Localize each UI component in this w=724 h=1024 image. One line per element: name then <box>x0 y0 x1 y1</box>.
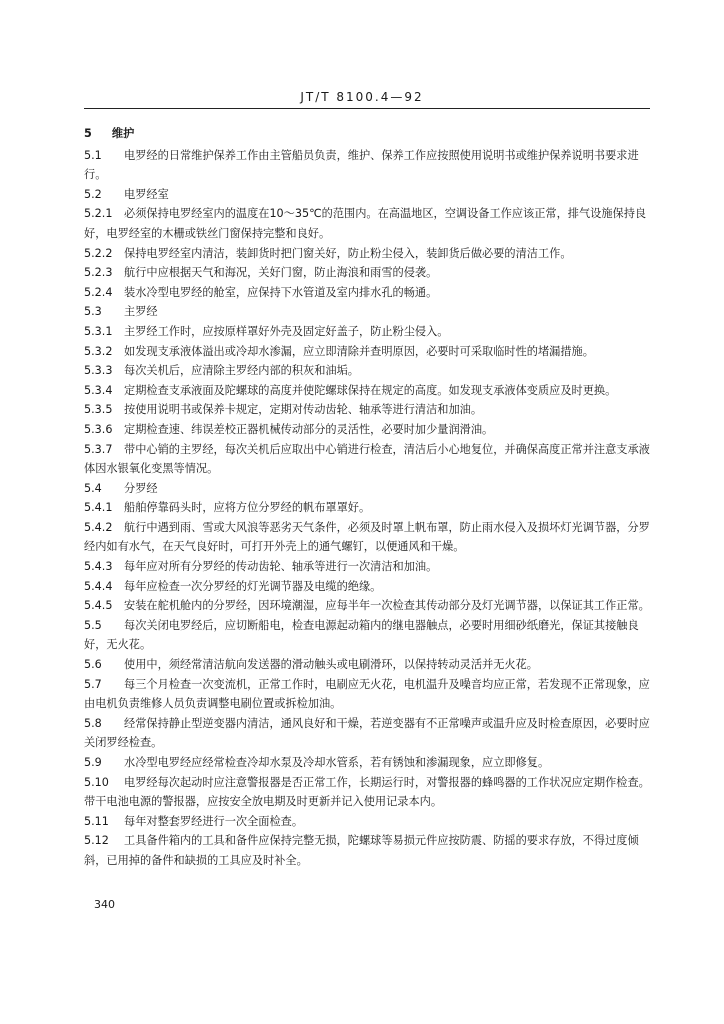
clause-text: 按使用说明书或保养卡规定，定期对传动齿轮、轴承等进行清洁和加油。 <box>124 403 483 417</box>
clause-paragraph <box>84 675 652 714</box>
clause-text: 定期检查速、纬误差校正器机械传动部分的灵活性，必要时加少量润滑油。 <box>124 422 494 436</box>
clause-text: 电罗经室 <box>124 187 169 201</box>
clause-text: 每三个月检查一次变流机，正常工作时，电刷应无火花，电机温升及噪音均应正常，若发现不正常现象，应由电机负责维修人员负责调整电刷位置或拆检加油。 <box>84 677 650 711</box>
clause-number: 5.4.1 <box>84 501 113 515</box>
clause-text: 分罗经 <box>124 481 158 495</box>
clause-number: 5.4.5 <box>84 599 113 613</box>
clause-number: 5.3 <box>84 305 102 319</box>
clause-text: 经常保持静止型逆变器内清洁，通风良好和干燥，若逆变器有不正常噪声或温升应及时检查原因，必要时应关闭罗经检查。 <box>84 716 650 750</box>
clause-text: 工具备件箱内的工具和备件应保持完整无损，陀螺球等易损元件应按防震、防摇的要求存放，不得过度倾斜，已用掉的备件和缺损的工具应及时补全。 <box>84 834 639 867</box>
clause-paragraph <box>84 440 652 479</box>
clause-text: 带中心销的主罗经，每次关机后应取出中心销进行检查，清洁后小心地复位，并确保高度正常并注意支承液体因水银氧化变黑等情况。 <box>84 442 650 476</box>
clause-paragraph <box>84 146 652 185</box>
clause-number: 5.2.1 <box>84 207 113 221</box>
clause-text: 每次关闭电罗经后，应切断船电，检查电源起动箱内的继电器触点，必要时用细砂纸磨光，保证其接触良好，无火花。 <box>84 618 639 652</box>
clause-number: 5.4.2 <box>84 520 113 534</box>
clause-text: 使用中，须经常清洁航向发送器的滑动触头或电刷滑环，以保持转动灵活并无火花。 <box>124 658 538 672</box>
clause-text: 主罗经 <box>124 305 158 319</box>
clause-paragraph <box>84 283 652 303</box>
clause-number: 5.1 <box>84 148 102 162</box>
clause-text: 电罗经的日常维护保养工作由主管船员负责，维护、保养工作应按照使用说明书或维护保养说明书要求进行。 <box>84 148 639 182</box>
clause-number: 5.2 <box>84 187 102 201</box>
clause-paragraph <box>84 753 652 773</box>
clause-number: 5.3.7 <box>84 442 113 456</box>
clause-number: 5.8 <box>84 716 102 730</box>
clause-text: 每年对整套罗经进行一次全面检查。 <box>124 814 304 828</box>
clause-number: 5.3.6 <box>84 422 113 436</box>
clause-text: 每年应对所有分罗经的传动齿轮、轴承等进行一次清洁和加油。 <box>124 560 438 574</box>
clause-number: 5.2.2 <box>84 246 113 260</box>
clause-number: 5.3.3 <box>84 364 113 378</box>
standard-code-header: JT/T 8100.4—92 <box>300 90 424 104</box>
clause-paragraph <box>84 244 652 264</box>
clause-number: 5.4.3 <box>84 560 113 574</box>
clause-number: 5.3.1 <box>84 324 113 338</box>
clause-text: 每次关机后，应清除主罗经内部的积灰和油垢。 <box>124 364 359 378</box>
clause-paragraph <box>84 518 652 557</box>
clause-paragraph <box>84 812 652 832</box>
clause-text: 航行中遇到雨、雪或大风浪等恶劣天气条件，必须及时罩上帆布罩，防止雨水侵入及损坏灯光调节器，分罗经内如有水气，在天气良好时，可打开外壳上的通气螺钉，以便通风和干燥。 <box>84 520 650 554</box>
clause-paragraph <box>84 204 652 243</box>
clause-paragraph <box>84 655 652 675</box>
section-number: 5 <box>84 127 92 140</box>
clause-paragraph <box>84 400 652 420</box>
clause-paragraph <box>84 420 652 440</box>
subsection-heading <box>84 185 652 205</box>
clause-text: 每年应检查一次分罗经的灯光调节器及电缆的绝缘。 <box>124 579 382 593</box>
page-number: 340 <box>94 898 115 911</box>
clause-number: 5.7 <box>84 677 102 691</box>
clause-number: 5.3.4 <box>84 383 113 397</box>
clause-paragraph <box>84 498 652 518</box>
clause-number: 5.3.5 <box>84 403 113 417</box>
clause-number: 5.10 <box>84 775 109 789</box>
clause-number: 5.11 <box>84 814 109 828</box>
clause-paragraph <box>84 361 652 381</box>
clause-number: 5.6 <box>84 658 102 672</box>
clause-paragraph <box>84 263 652 283</box>
paragraph-list <box>84 146 652 871</box>
clause-paragraph <box>84 616 652 655</box>
clause-paragraph <box>84 596 652 616</box>
clause-text: 保持电罗经室内清洁，装卸货时把门窗关好，防止粉尘侵入，装卸货后做必要的清洁工作。 <box>124 246 572 260</box>
clause-number: 5.4 <box>84 481 102 495</box>
clause-paragraph <box>84 322 652 342</box>
section-heading <box>84 124 652 144</box>
section-title: 维护 <box>111 127 135 140</box>
clause-paragraph <box>84 577 652 597</box>
clause-text: 主罗经工作时，应按原样罩好外壳及固定好盖子，防止粉尘侵入。 <box>124 324 449 338</box>
clause-text: 船舶停靠码头时，应将方位分罗经的帆布罩罩好。 <box>124 501 371 515</box>
clause-text: 必须保持电罗经室内的温度在10～35℃的范围内。在高温地区，空调设备工作应该正常，排气设施保持良好，电罗经室的木栅或铁丝门窗保持完整和良好。 <box>84 207 647 240</box>
clause-paragraph <box>84 831 652 870</box>
subsection-heading <box>84 302 652 322</box>
clause-paragraph <box>84 773 652 812</box>
clause-number: 5.12 <box>84 834 109 848</box>
clause-number: 5.5 <box>84 618 102 632</box>
clause-number: 5.3.2 <box>84 344 113 358</box>
clause-text: 安装在舵机舱内的分罗经，因环境潮湿，应每半年一次检查其传动部分及灯光调节器，以保证其工作正常。 <box>124 599 650 613</box>
subsection-heading <box>84 479 652 499</box>
clause-text: 装水冷型电罗经的舱室，应保持下水管道及室内排水孔的畅通。 <box>124 285 438 299</box>
clause-number: 5.9 <box>84 756 102 769</box>
clause-paragraph <box>84 714 652 753</box>
document-body <box>84 124 652 871</box>
clause-number: 5.2.3 <box>84 266 113 280</box>
clause-number: 5.2.4 <box>84 285 113 299</box>
clause-paragraph <box>84 557 652 577</box>
clause-text: 定期检查支承液面及陀螺球的高度并使陀螺球保持在规定的高度。如发现支承液体变质应及时更换。 <box>124 383 617 397</box>
clause-paragraph <box>84 342 652 362</box>
header-rule <box>84 108 650 109</box>
clause-text: 电罗经每次起动时应注意警报器是否正常工作，长期运行时，对警报器的蜂鸣器的工作状况应定期作检查。带干电池电源的警报器，应按安全放电期及时更新并记入使用记录本内。 <box>84 775 650 809</box>
clause-number: 5.4.4 <box>84 579 113 593</box>
clause-text: 如发现支承液体溢出或冷却水渗漏，应立即清除并查明原因，必要时可采取临时性的堵漏措施。 <box>124 344 594 358</box>
clause-text: 航行中应根据天气和海况，关好门窗，防止海浪和雨雪的侵袭。 <box>124 266 438 280</box>
clause-text: 水冷型电罗经应经常检查冷却水泵及冷却水管系，若有锈蚀和渗漏现象，应立即修复。 <box>124 756 550 769</box>
clause-paragraph <box>84 381 652 401</box>
